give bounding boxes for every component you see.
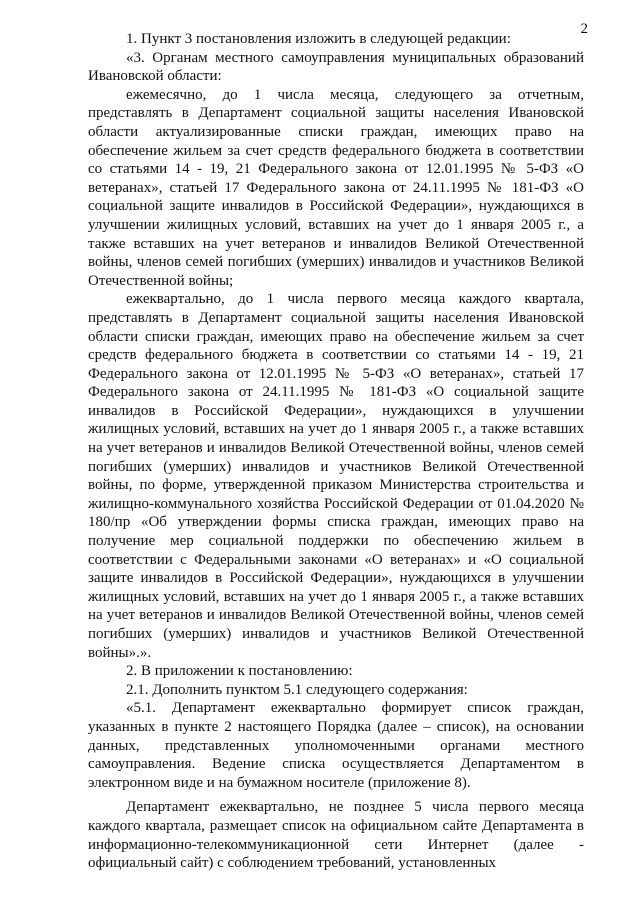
page-number: 2 [580,21,588,37]
paragraph-monthly-lists: ежемесячно, до 1 числа месяца, следующего за отчетным, представлять в Департамент социальной защиты населения Ивановской области актуализированные списки граждан, имеющих право на обеспечение жильем за счет средств федерального бюджета в соответствии со статьями 14 - 19, 21 Федерального закона от 12.01.1995 № 5-ФЗ «О ветеранах», статьей 17 Федерального закона от 24.11.1995 № 181-ФЗ «О социальной защите инвалидов в Российской Федерации», нуждающихся в улучшении жилищных условий, вставших на учет до 1 января 2005 г., а также вставших на учет ветеранов и инвалидов Великой Отечественной войны, членов семей погибших (умерших) инвалидов и участников Великой Отечественной войны; [88,86,584,289]
paragraph-quarterly-lists: ежеквартально, до 1 числа первого месяца каждого квартала, представлять в Департамент социальной защиты населения Ивановской области списки граждан, имеющих право на обеспечение жильем за счет средств федерального бюджета в соответствии со статьями 14 - 19, 21 Федерального закона от 12.01.1995 № 5-ФЗ «О ветеранах», статьей 17 Федерального закона от 24.11.1995 № 181-ФЗ «О социальной защите инвалидов в Российской Федерации», нуждающихся в улучшении жилищных условий, вставших на учет до 1 января 2005 г., а также вставших на учет ветеранов и инвалидов Великой Отечественной войны, членов семей погибших (умерших) инвалидов и участников Великой Отечественной войны, по форме, утвержденной приказом Министерства строительства и жилищно-коммунального хозяйства Российской Федерации от 01.04.2020 № 180/пр «Об утверждении формы списка граждан, имеющих право на получение мер социальной поддержки по обеспечению жильем в соответствии с Федеральными законами «О ветеранах» и «О социальной защите инвалидов в Российской Федерации», нуждающихся в улучшении жилищных условий, вставших на учет до 1 января 2005 г., а также вставших на учет ветеранов и инвалидов Великой Отечественной войны, членов семей погибших (умерших) инвалидов и участников Великой Отечественной войны».». [88,291,584,661]
paragraph-item-1: 1. Пункт 3 постановления изложить в следующей редакции: [126,31,511,47]
paragraph-item-5-1: «5.1. Департамент ежеквартально формирует список граждан, указанных в пункте 2 настоящего Порядка (далее – список), на основании данных, представленных уполномоченными органами местного самоуправления. Ведение списка осуществляется Департаментом в электронном виде и на бумажном носителе (приложение 8). [88,700,584,791]
paragraph-item-2-1: 2.1. Дополнить пунктом 5.1 следующего содержания: [126,681,468,698]
paragraph-publication: Департамент ежеквартально, не позднее 5 числа первого месяца каждого квартала, размещает список на официальном сайте Департамента в информационно-телекоммуникационной сети Интернет (далее - официальный сайт) с соблюдением требований, установленных [88,799,584,872]
paragraph-section-3-heading: «3. Органам местного самоуправления муниципальных образований Ивановской области: [88,49,584,85]
document-body [88,30,584,873]
paragraph-item-2: 2. В приложении к постановлению: [126,663,353,680]
